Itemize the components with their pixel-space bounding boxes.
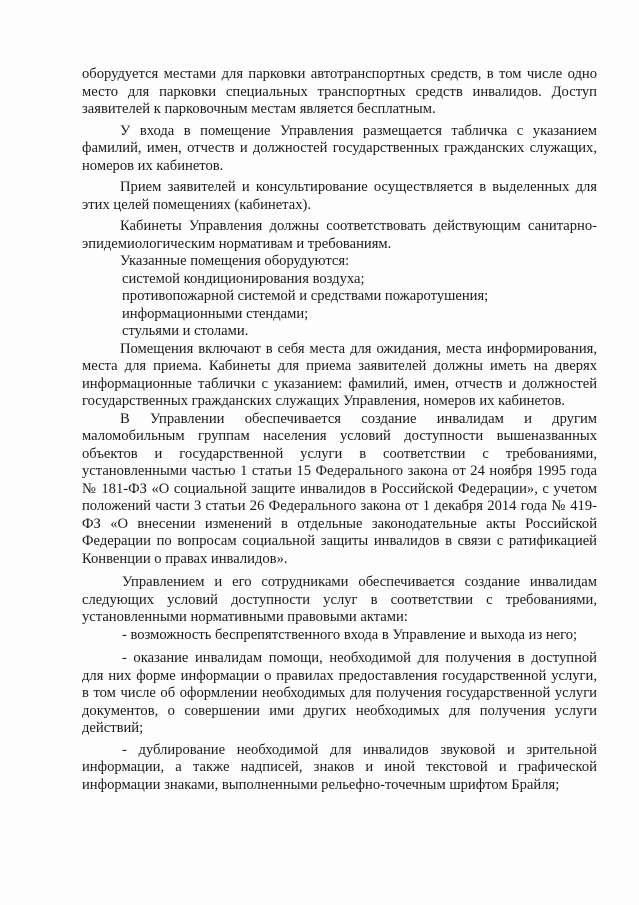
paragraph-cabinet-norms: Кабинеты Управления должны соответствовать действующим санитарно-эпидемиологическим нормативам и требованиям. [82, 218, 597, 252]
paragraph-parking: оборудуется местами для парковки автотранспортных средств, в том числе одно место для парковки специальных транспортных средств инвалидов. Доступ заявителей к парковочным местам является бесплатным. [82, 66, 597, 117]
paragraph-rooms: Помещения включают в себя места для ожидания, места информирования, места для приема. Кабинеты для приема заявителей должны иметь на дверях информационные таблички с указанием: фамилий, имен, отчеств и должностей государственных гражданских служащих Управления, номеров их кабинетов. [82, 340, 597, 409]
list-item-equipment: стульями и столами. [122, 323, 249, 339]
list-item-equipment: системой кондиционирования воздуха; [122, 270, 365, 287]
bullet-free-entrance: - возможность беспрепятственного входа в Управление и выхода из него; [122, 626, 578, 643]
list-item-equipment: противопожарной системой и средствами пожаротушения; [122, 288, 489, 304]
paragraph-accessibility-law: В Управлении обеспечивается создание инвалидам и другим маломобильным группам населения условий доступности вышеназванных объектов и государственной услуги в соответствии с требованиями, установленными частью 1 статьи 15 Федерального закона от 24 ноября 1995 года № 181-ФЗ «О социальной защите инвалидов в Российской Федерации», с учетом положений части 3 статьи 26 Федерального закона от 1 декабря 2014 года № 419-ФЗ «О внесении изменений в отдельные законодательные акты Российской Федерации по вопросам социальной защиты инвалидов в связи с ратификацией Конвенции о правах инвалидов». [82, 410, 597, 567]
bullet-braille: - дублирование необходимой для инвалидов звуковой и зрительной информации, а также надписей, знаков и иной текстовой и графической информации знаками, выполненными рельефно-точечным шрифтом Брайля; [82, 741, 597, 793]
paragraph-accessibility-conditions: Управлением и его сотрудниками обеспечивается создание инвалидам следующих условий доступности услуг в соответствии с требованиями, установленными нормативными правовыми актами: [82, 574, 597, 625]
bullet-assistance: - оказание инвалидам помощи, необходимой для получения в доступной для них форме информации о правилах предоставления государственной услуги, в том числе об оформлении необходимых для получения государственной услуги документов, о совершении ими других необходимых для получения услуги действий; [82, 650, 597, 736]
list-item-equipment: информационными стендами; [122, 305, 309, 322]
paragraph-reception: Прием заявителей и консультирование осуществляется в выделенных для этих целей помещениях (кабинетах). [82, 179, 597, 213]
paragraph-equipment-intro: Указанные помещения оборудуются: [120, 253, 350, 269]
document-body [82, 66, 597, 794]
paragraph-entrance-sign: У входа в помещение Управления размещается табличка с указанием фамилий, имен, отчеств и должностей государственных гражданских служащих, номеров их кабинетов. [82, 122, 597, 174]
